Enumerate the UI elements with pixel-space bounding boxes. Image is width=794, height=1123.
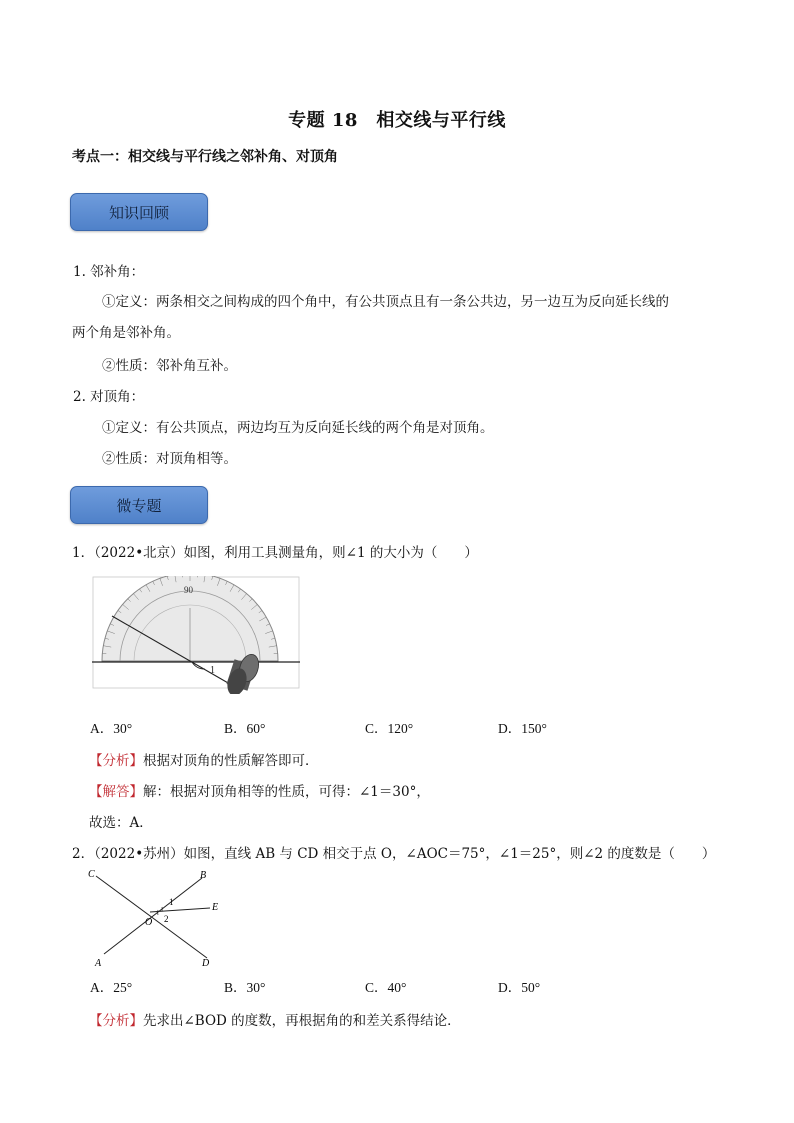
q1-analysis-text: 根据对顶角的性质解答即可． (143, 753, 319, 769)
q1-stem: 1．（2022•北京）如图，利用工具测量角，则∠1 的大小为（ ） (72, 545, 478, 561)
section-heading: 考点一：相交线与平行线之邻补角、对顶角 (72, 149, 338, 165)
q1-choice: 故选：A． (89, 815, 153, 831)
page-title: 专题 18 相交线与平行线 (288, 110, 506, 131)
q2-option-d: D．50° (498, 980, 541, 995)
q2-analysis-tag: 【分析】 (89, 1013, 143, 1029)
review-def2: ①定义：有公共顶点，两边均互为反向延长线的两个角是对顶角。 (102, 420, 494, 436)
tag-micro-label: 微专题 (116, 496, 162, 515)
q2-analysis (89, 1009, 461, 1029)
q1-analysis (89, 749, 319, 769)
tag-review-label: 知识回顾 (108, 203, 169, 222)
q1-answer-tag: 【解答】 (89, 784, 143, 800)
tag-review (70, 193, 208, 231)
point-E: E (212, 902, 219, 913)
point-C: C (88, 869, 95, 880)
q1-option-b: B．60° (224, 721, 266, 736)
review-def1-line2: 两个角是邻补角。 (72, 325, 180, 341)
q1-analysis-tag: 【分析】 (89, 753, 143, 769)
tag-micro (70, 486, 208, 524)
q1-answer (89, 780, 430, 800)
q2-option-c: C．40° (365, 980, 407, 995)
point-D: D (202, 958, 210, 969)
line-AB (104, 878, 202, 954)
protractor-label-90: 90 (184, 585, 193, 595)
angle-2-label: 2 (164, 914, 169, 924)
review-heading-1: 1. 邻补角： (73, 264, 145, 280)
ray-OE (150, 908, 210, 912)
angle-1-label: 1 (210, 665, 215, 676)
review-prop1: ②性质：邻补角互补。 (102, 358, 237, 374)
review-heading-2: 2. 对顶角： (73, 389, 145, 405)
review-prop2: ②性质：对顶角相等。 (102, 451, 237, 467)
q1-option-d: D．150° (498, 721, 547, 736)
q2-stem: 2．（2022•苏州）如图，直线 AB 与 CD 相交于点 O，∠AOC＝75°，∠1＝25°，则∠2 的度数是（ ） (72, 846, 716, 862)
q1-answer-text: 解：根据对顶角相等的性质，可得：∠1＝30°， (143, 784, 430, 800)
angle-1-label: 1 (169, 897, 174, 907)
point-A: A (95, 958, 102, 969)
q2-analysis-text: 先求出∠BOD 的度数，再根据角的和差关系得结论． (143, 1013, 461, 1029)
q2-intersecting-lines-figure (82, 866, 232, 972)
point-O: O (145, 917, 153, 928)
q2-option-a: A．25° (90, 980, 133, 995)
review-def1-line1: ①定义：两条相交之间构成的四个角中，有公共顶点且有一条公共边，另一边互为反向延长线的 (102, 294, 669, 310)
q2-option-b: B．30° (224, 980, 266, 995)
q1-option-c: C．120° (365, 721, 414, 736)
point-B: B (200, 870, 207, 881)
q1-protractor-figure (92, 576, 302, 694)
q1-option-a: A．30° (90, 721, 133, 736)
